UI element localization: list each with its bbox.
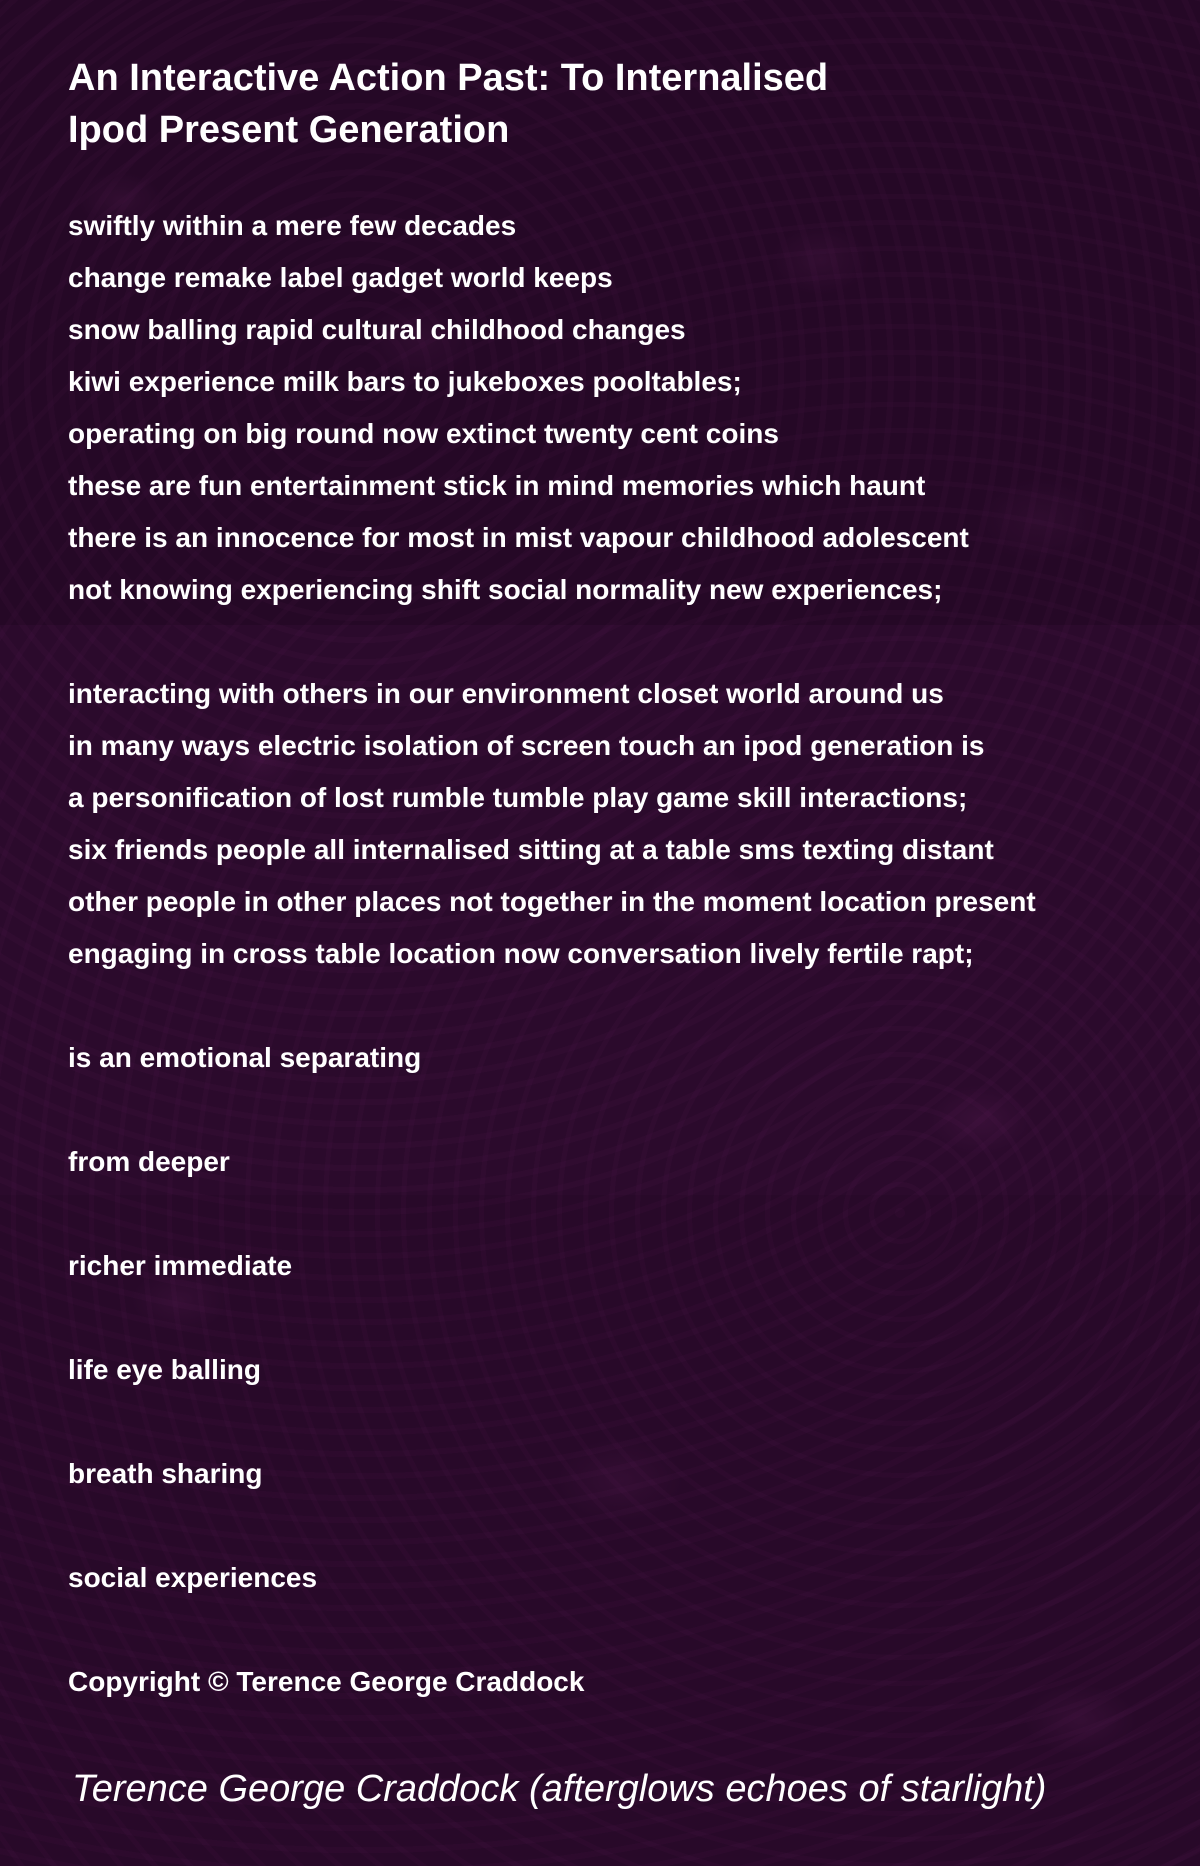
poem-line: a personification of lost rumble tumble play game skill interactions; <box>68 782 968 813</box>
stanza-break <box>68 1092 1198 1144</box>
poem-line: snow balling rapid cultural childhood changes <box>68 314 686 345</box>
stanza-break <box>68 1196 1198 1248</box>
poem-line: other people in other places not together in the moment location present <box>68 886 1036 917</box>
poem-line: interacting with others in our environment closet world around us <box>68 678 944 709</box>
poem-line: richer immediate <box>68 1250 293 1281</box>
poem-line: is an emotional separating <box>68 1042 422 1073</box>
poem-line: breath sharing <box>68 1458 263 1489</box>
poem-line: not knowing experiencing shift social normality new experiences; <box>68 574 943 605</box>
poem-line: from deeper <box>68 1146 230 1177</box>
poem-body <box>68 208 1198 1716</box>
poem-line: in many ways electric isolation of screen touch an ipod generation is <box>68 730 985 761</box>
poem-title-line-1: An Interactive Action Past: To Internalised <box>68 57 829 99</box>
poem-line: six friends people all internalised sitting at a table sms texting distant <box>68 834 994 865</box>
poem-line: these are fun entertainment stick in mind memories which haunt <box>68 470 926 501</box>
poem-line: engaging in cross table location now conversation lively fertile rapt; <box>68 938 974 969</box>
poem-line: kiwi experience milk bars to jukeboxes pooltables; <box>68 366 742 397</box>
poem-title-line-2: Ipod Present Generation <box>68 109 510 151</box>
stanza-break <box>68 1508 1198 1560</box>
poem-line: there is an innocence for most in mist vapour childhood adolescent <box>68 522 969 553</box>
copyright-notice: Copyright © Terence George Craddock <box>68 1666 585 1697</box>
poem-line: life eye balling <box>68 1354 261 1385</box>
stanza-break <box>68 1404 1198 1456</box>
poem-line: swiftly within a mere few decades <box>68 210 517 241</box>
poem-line: change remake label gadget world keeps <box>68 262 613 293</box>
stanza-break <box>68 1300 1198 1352</box>
poem-line: operating on big round now extinct twenty cent coins <box>68 418 779 449</box>
poem-line: social experiences <box>68 1562 318 1593</box>
stanza-break <box>68 988 1198 1040</box>
poem-title <box>68 52 1068 156</box>
stanza-break <box>68 624 1198 676</box>
author-attribution: Terence George Craddock (afterglows echoes of starlight) <box>72 1768 1047 1810</box>
stanza-break <box>68 1612 1198 1664</box>
